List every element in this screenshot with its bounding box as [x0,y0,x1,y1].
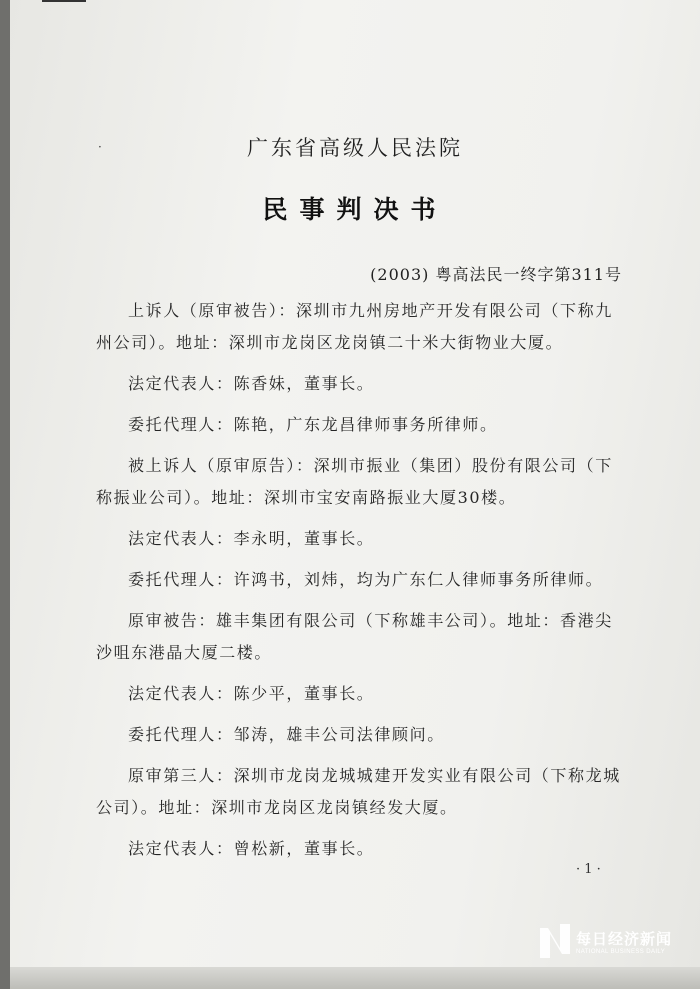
paragraph-defendant: 原审被告：雄丰集团有限公司（下称雄丰公司）。地址：香港尖沙咀东港晶大厦二楼。 [96,611,613,662]
page-edge [10,967,700,989]
paragraph-appellee-agent: 委托代理人：许鸿书，刘炜，均为广东仁人律师事务所律师。 [128,570,604,589]
page-number: · 1 · [576,862,601,877]
document-title: 民事判决书 [262,195,448,224]
document-body [96,295,626,874]
paragraph-appellant-rep: 法定代表人：陈香妹，董事长。 [128,374,375,393]
paragraph-defendant-agent: 委托代理人：邹涛，雄丰公司法律顾问。 [128,725,445,744]
paragraph-third-party-rep: 法定代表人：曾松新，董事长。 [128,839,375,858]
court-name: 广东省高级人民法院 [247,136,463,160]
nbd-logo-icon [538,922,572,960]
paragraph-appellant-agent: 委托代理人：陈艳，广东龙昌律师事务所律师。 [128,415,498,434]
margin-dot: · [98,140,102,154]
paragraph-appellee: 被上诉人（原审原告）：深圳市振业（集团）股份有限公司（下称振业公司）。地址：深圳市宝安南路振业大厦30楼。 [96,456,613,507]
paragraph-appellant: 上诉人（原审被告）：深圳市九州房地产开发有限公司（下称九州公司）。地址：深圳市龙岗区龙岗镇二十米大街物业大厦。 [96,301,613,352]
corner-mark [42,0,86,14]
watermark [538,922,672,960]
paragraph-third-party: 原审第三人：深圳市龙岗龙城城建开发实业有限公司（下称龙城公司）。地址：深圳市龙岗区龙岗镇经发大厦。 [96,766,621,817]
watermark-cn: 每日经济新闻 [576,929,673,948]
watermark-en: NATIONAL BUSINESS DAILY [576,948,666,955]
case-number: (2003) 粤高法民一终字第311号 [370,265,622,284]
document-page [10,0,700,989]
paragraph-defendant-rep: 法定代表人：陈少平，董事长。 [128,684,375,703]
paragraph-appellee-rep: 法定代表人：李永明，董事长。 [128,529,375,548]
